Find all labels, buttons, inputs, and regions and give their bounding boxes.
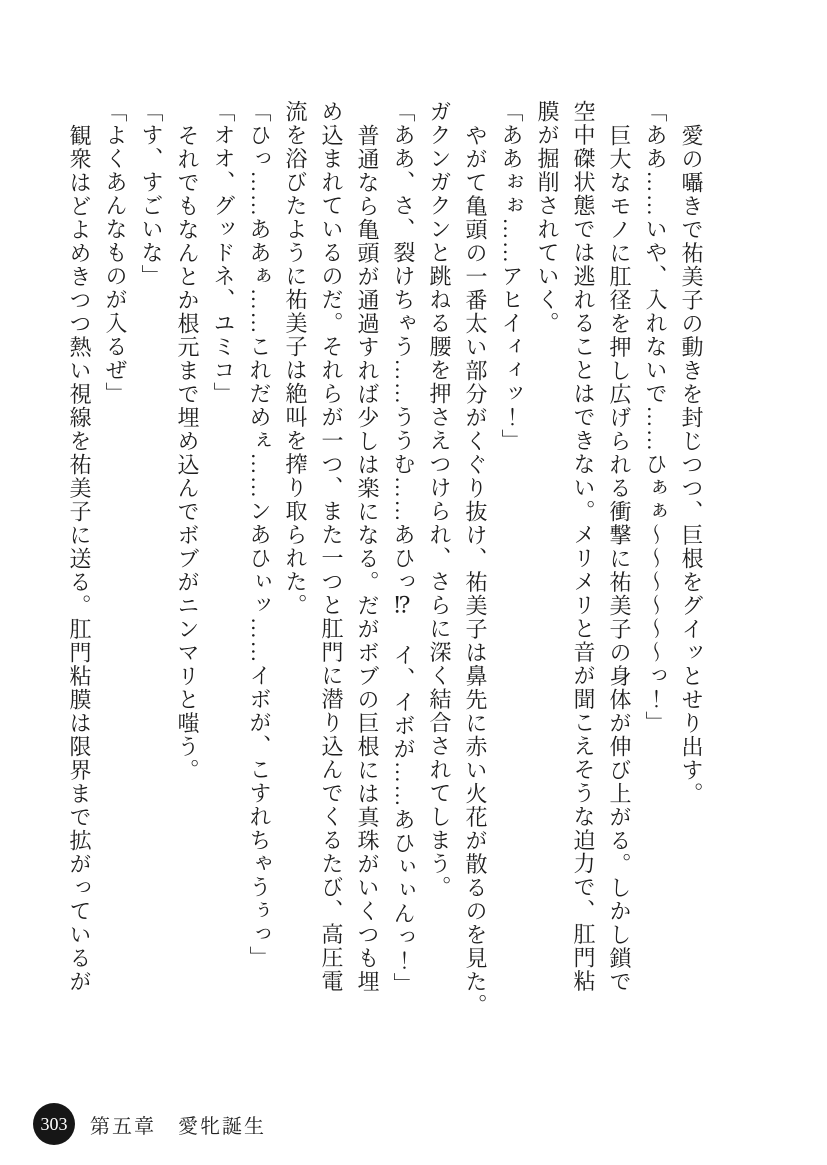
text-line: 流を浴びたように祐美子は絶叫を搾り取られた。 bbox=[283, 100, 308, 617]
text-line: それでもなんとか根元まで埋め込んでボブがニンマリと嗤う。 bbox=[175, 123, 200, 782]
page-number-badge bbox=[33, 1103, 75, 1145]
page-footer bbox=[33, 1103, 266, 1145]
text-line: 膜が掘削されていく。 bbox=[535, 100, 560, 335]
chapter-title: 第五章 愛牝誕生 bbox=[90, 1115, 266, 1138]
text-line: 「ああぉぉ……アヒイィィッ！」 bbox=[499, 100, 524, 453]
text-line: 愛の囁きで祐美子の動きを封じつつ、巨根をグイッとせり出す。 bbox=[679, 123, 704, 805]
text-line: 「よくあんなものが入るぜ」 bbox=[103, 100, 128, 406]
text-body bbox=[61, 100, 709, 1017]
page-number: 303 bbox=[40, 1113, 68, 1134]
text-line: 「ああ、さ、裂けちゃう……ううむ……あひっ⁉ イ、イボが……あひぃぃんっ！」 bbox=[391, 100, 416, 996]
text-line: ガクンガクンと跳ねる腰を押さえつけられ、さらに深く結合されてしまう。 bbox=[427, 100, 452, 899]
text-line: 「ひっ……ああぁ……これだめぇ……ンあひぃッ……イボが、こすれちゃうぅっ」 bbox=[247, 100, 272, 970]
text-line: 巨大なモノに肛径を押し広げられる衝撃に祐美子の身体が伸び上がる。しかし鎖で bbox=[607, 123, 632, 993]
text-line: やがて亀頭の一番太い部分がくぐり抜け、祐美子は鼻先に赤い火花が散るのを見た。 bbox=[463, 123, 488, 1017]
text-line: 「す、すごいな」 bbox=[139, 100, 164, 288]
text-line: 観衆はどよめきつつ熱い視線を祐美子に送る。肛門粘膜は限界まで拡がっているが bbox=[67, 123, 92, 993]
text-line: め込まれているのだ。それらが一つ、また一つと肛門に潜り込んでくるたび、高圧電 bbox=[319, 100, 344, 993]
text-line: 「ああ……いや、入れないで……ひぁぁ～～～～～～っ！」 bbox=[643, 100, 668, 735]
text-line: 空中磔状態では逃れることはできない。メリメリと音が聞こえそうな迫力で、肛門粘 bbox=[571, 100, 596, 993]
text-line: 「オオ、グッドネ、ユミコ」 bbox=[211, 100, 236, 406]
text-line: 普通なら亀頭が通過すれば少しは楽になる。だがボブの巨根には真珠がいくつも埋 bbox=[355, 123, 380, 993]
